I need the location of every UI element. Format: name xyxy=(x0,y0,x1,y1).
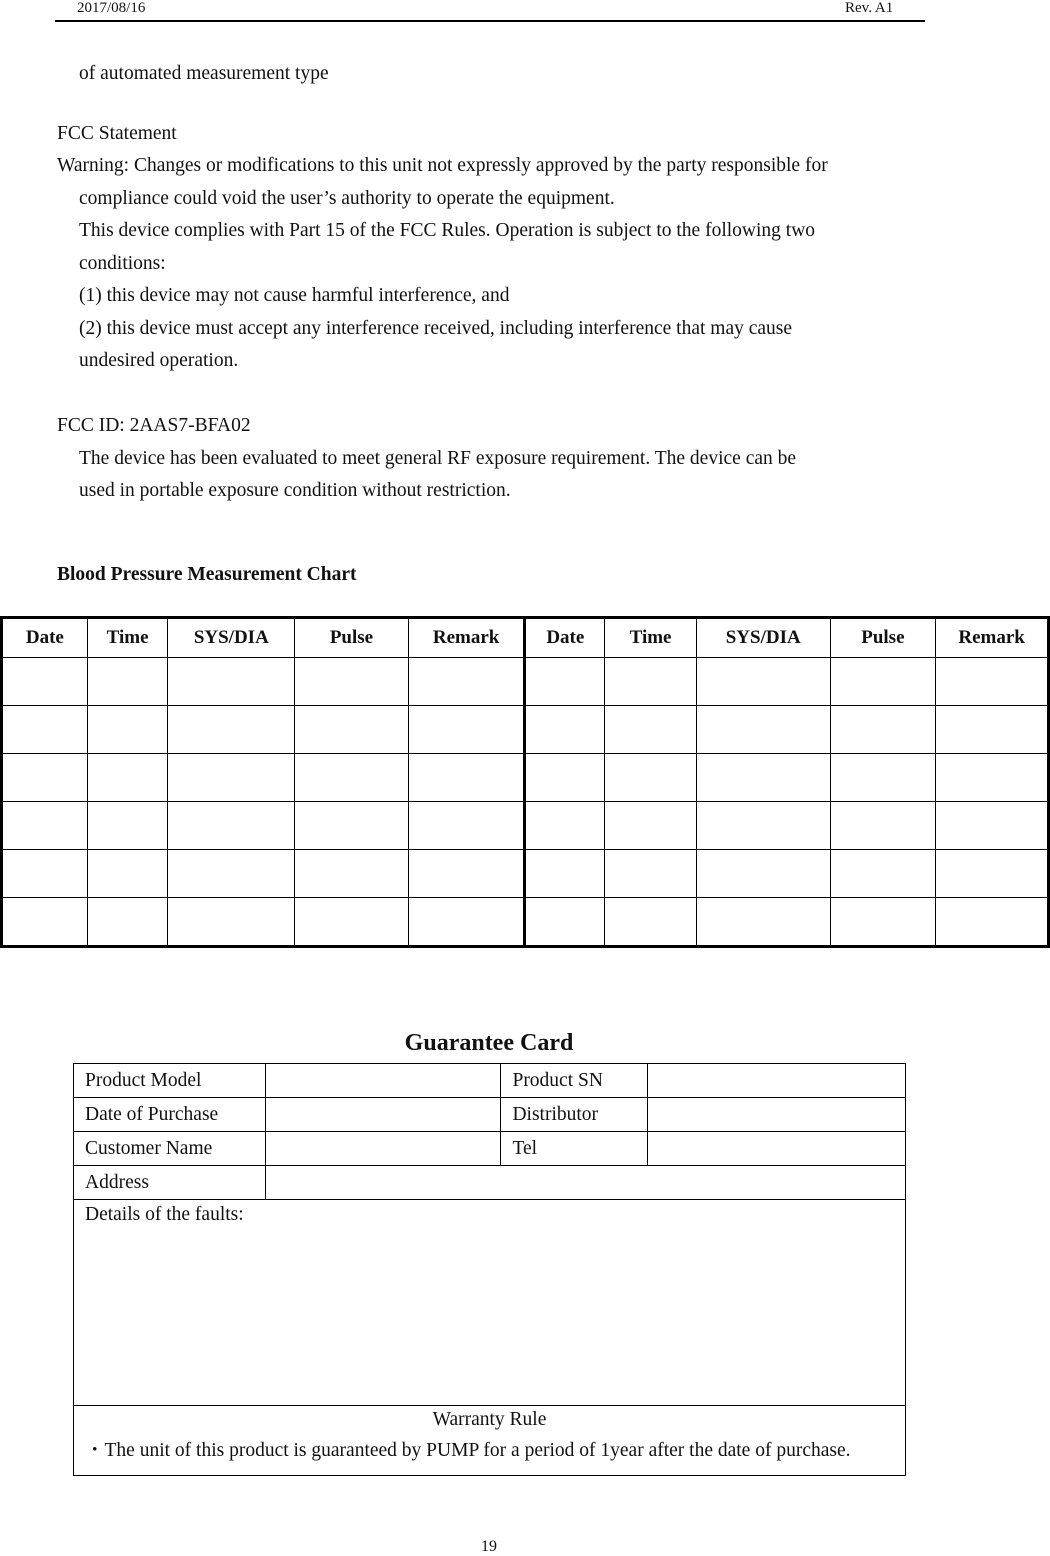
bp-chart-table xyxy=(0,616,1050,948)
product-model-field[interactable] xyxy=(265,1064,501,1098)
bp-header-pulse: Pulse xyxy=(295,618,409,658)
table-cell[interactable] xyxy=(830,754,936,802)
table-cell[interactable] xyxy=(2,754,88,802)
table-cell[interactable] xyxy=(2,658,88,706)
guarantee-row-details xyxy=(74,1200,906,1406)
table-row xyxy=(2,802,1049,850)
fcc-warning-line1: Warning: Changes or modifications to this unit not expressly approved by the party responsible for xyxy=(57,155,828,176)
product-sn-field[interactable] xyxy=(648,1064,906,1098)
fcc-condition-2-line1: (2) this device must accept any interference received, including interference that may cause xyxy=(79,318,793,339)
details-of-faults-label: Details of the faults: xyxy=(85,1204,244,1225)
table-cell[interactable] xyxy=(168,898,295,947)
table-cell[interactable] xyxy=(525,802,605,850)
table-cell[interactable] xyxy=(295,802,409,850)
bp-header-sysdia: SYS/DIA xyxy=(168,618,295,658)
table-cell[interactable] xyxy=(295,850,409,898)
product-model-label: Product Model xyxy=(74,1064,266,1098)
tel-label: Tel xyxy=(501,1132,648,1166)
table-cell[interactable] xyxy=(696,658,830,706)
table-cell[interactable] xyxy=(408,754,525,802)
guarantee-row-model xyxy=(74,1064,906,1098)
table-cell[interactable] xyxy=(605,754,697,802)
table-cell[interactable] xyxy=(87,706,168,754)
table-row xyxy=(2,850,1049,898)
table-cell[interactable] xyxy=(830,898,936,947)
table-cell[interactable] xyxy=(168,802,295,850)
table-cell[interactable] xyxy=(2,898,88,947)
table-cell[interactable] xyxy=(830,850,936,898)
guarantee-row-warranty xyxy=(74,1406,906,1476)
table-cell[interactable] xyxy=(408,898,525,947)
table-cell[interactable] xyxy=(605,850,697,898)
table-cell[interactable] xyxy=(2,850,88,898)
fcc-part15-line2: conditions: xyxy=(79,253,166,274)
bp-header-date: Date xyxy=(2,618,88,658)
guarantee-row-customer xyxy=(74,1132,906,1166)
details-of-faults-field[interactable] xyxy=(74,1200,906,1406)
warranty-rule-cell xyxy=(74,1406,906,1476)
bp-header-remark: Remark xyxy=(408,618,525,658)
table-cell[interactable] xyxy=(605,802,697,850)
tel-field[interactable] xyxy=(648,1132,906,1166)
header-date: 2017/08/16 xyxy=(77,0,146,16)
table-cell[interactable] xyxy=(168,706,295,754)
table-cell[interactable] xyxy=(696,850,830,898)
table-row xyxy=(2,658,1049,706)
table-cell[interactable] xyxy=(2,706,88,754)
bp-header-pulse-2: Pulse xyxy=(830,618,936,658)
table-row xyxy=(2,754,1049,802)
bp-header-sysdia-2: SYS/DIA xyxy=(696,618,830,658)
table-cell[interactable] xyxy=(87,802,168,850)
table-cell[interactable] xyxy=(87,898,168,947)
fcc-rf-line2: used in portable exposure condition without restriction. xyxy=(79,480,511,501)
table-cell[interactable] xyxy=(525,658,605,706)
guarantee-card-title: Guarantee Card xyxy=(404,1030,574,1056)
table-cell[interactable] xyxy=(830,658,936,706)
fcc-rf-line1: The device has been evaluated to meet general RF exposure requirement. The device can be xyxy=(79,448,797,469)
table-cell[interactable] xyxy=(830,706,936,754)
customer-name-field[interactable] xyxy=(265,1132,501,1166)
product-sn-label: Product SN xyxy=(501,1064,648,1098)
table-cell[interactable] xyxy=(936,658,1049,706)
header-rule xyxy=(55,20,925,22)
table-cell[interactable] xyxy=(525,898,605,947)
table-cell[interactable] xyxy=(696,706,830,754)
table-cell[interactable] xyxy=(525,706,605,754)
table-cell[interactable] xyxy=(295,754,409,802)
fcc-condition-2-line2: undesired operation. xyxy=(79,350,239,371)
table-cell[interactable] xyxy=(936,802,1049,850)
bp-chart-title: Blood Pressure Measurement Chart xyxy=(57,564,357,585)
table-cell[interactable] xyxy=(936,706,1049,754)
table-cell[interactable] xyxy=(696,802,830,850)
warranty-rule-text: ・The unit of this product is guaranteed by PUMP for a period of 1year after the date of purchase. xyxy=(85,1440,851,1461)
table-cell[interactable] xyxy=(408,706,525,754)
table-cell[interactable] xyxy=(605,898,697,947)
table-row xyxy=(2,898,1049,947)
table-cell[interactable] xyxy=(2,802,88,850)
table-cell[interactable] xyxy=(295,898,409,947)
bp-header-time: Time xyxy=(87,618,168,658)
fcc-part15-line1: This device complies with Part 15 of the FCC Rules. Operation is subject to the following two xyxy=(79,220,816,241)
table-cell[interactable] xyxy=(168,850,295,898)
page-number: 19 xyxy=(481,1538,497,1555)
table-cell[interactable] xyxy=(408,850,525,898)
table-cell[interactable] xyxy=(408,658,525,706)
distributor-field[interactable] xyxy=(648,1098,906,1132)
intro-tail: of automated measurement type xyxy=(79,63,329,84)
header-revision: Rev. A1 xyxy=(845,0,894,16)
table-cell[interactable] xyxy=(168,754,295,802)
table-cell[interactable] xyxy=(87,850,168,898)
table-cell[interactable] xyxy=(168,658,295,706)
table-cell[interactable] xyxy=(605,706,697,754)
date-of-purchase-field[interactable] xyxy=(265,1098,501,1132)
bp-header-remark-2: Remark xyxy=(936,618,1049,658)
table-cell[interactable] xyxy=(696,898,830,947)
guarantee-card-table xyxy=(73,1063,906,1476)
table-cell[interactable] xyxy=(525,850,605,898)
distributor-label: Distributor xyxy=(501,1098,648,1132)
warranty-rule-title: Warranty Rule xyxy=(432,1409,547,1430)
address-field[interactable] xyxy=(265,1166,905,1200)
table-cell[interactable] xyxy=(936,754,1049,802)
table-cell[interactable] xyxy=(696,754,830,802)
fcc-condition-1: (1) this device may not cause harmful interference, and xyxy=(79,285,510,306)
fcc-warning-line2: compliance could void the user’s authority to operate the equipment. xyxy=(79,188,615,209)
table-cell[interactable] xyxy=(295,706,409,754)
date-of-purchase-label: Date of Purchase xyxy=(74,1098,266,1132)
table-cell[interactable] xyxy=(408,802,525,850)
bp-header-row xyxy=(2,618,1049,658)
bp-header-time-2: Time xyxy=(605,618,697,658)
table-cell[interactable] xyxy=(525,754,605,802)
table-cell[interactable] xyxy=(87,754,168,802)
table-cell[interactable] xyxy=(605,658,697,706)
table-cell[interactable] xyxy=(830,802,936,850)
fcc-id: FCC ID: 2AAS7-BFA02 xyxy=(57,415,251,436)
table-cell[interactable] xyxy=(295,658,409,706)
bp-header-date-2: Date xyxy=(525,618,605,658)
table-cell[interactable] xyxy=(87,658,168,706)
fcc-title: FCC Statement xyxy=(57,123,177,144)
guarantee-row-address xyxy=(74,1166,906,1200)
table-cell[interactable] xyxy=(936,898,1049,947)
table-cell[interactable] xyxy=(936,850,1049,898)
guarantee-row-purchase xyxy=(74,1098,906,1132)
customer-name-label: Customer Name xyxy=(74,1132,266,1166)
table-row xyxy=(2,706,1049,754)
address-label: Address xyxy=(74,1166,266,1200)
